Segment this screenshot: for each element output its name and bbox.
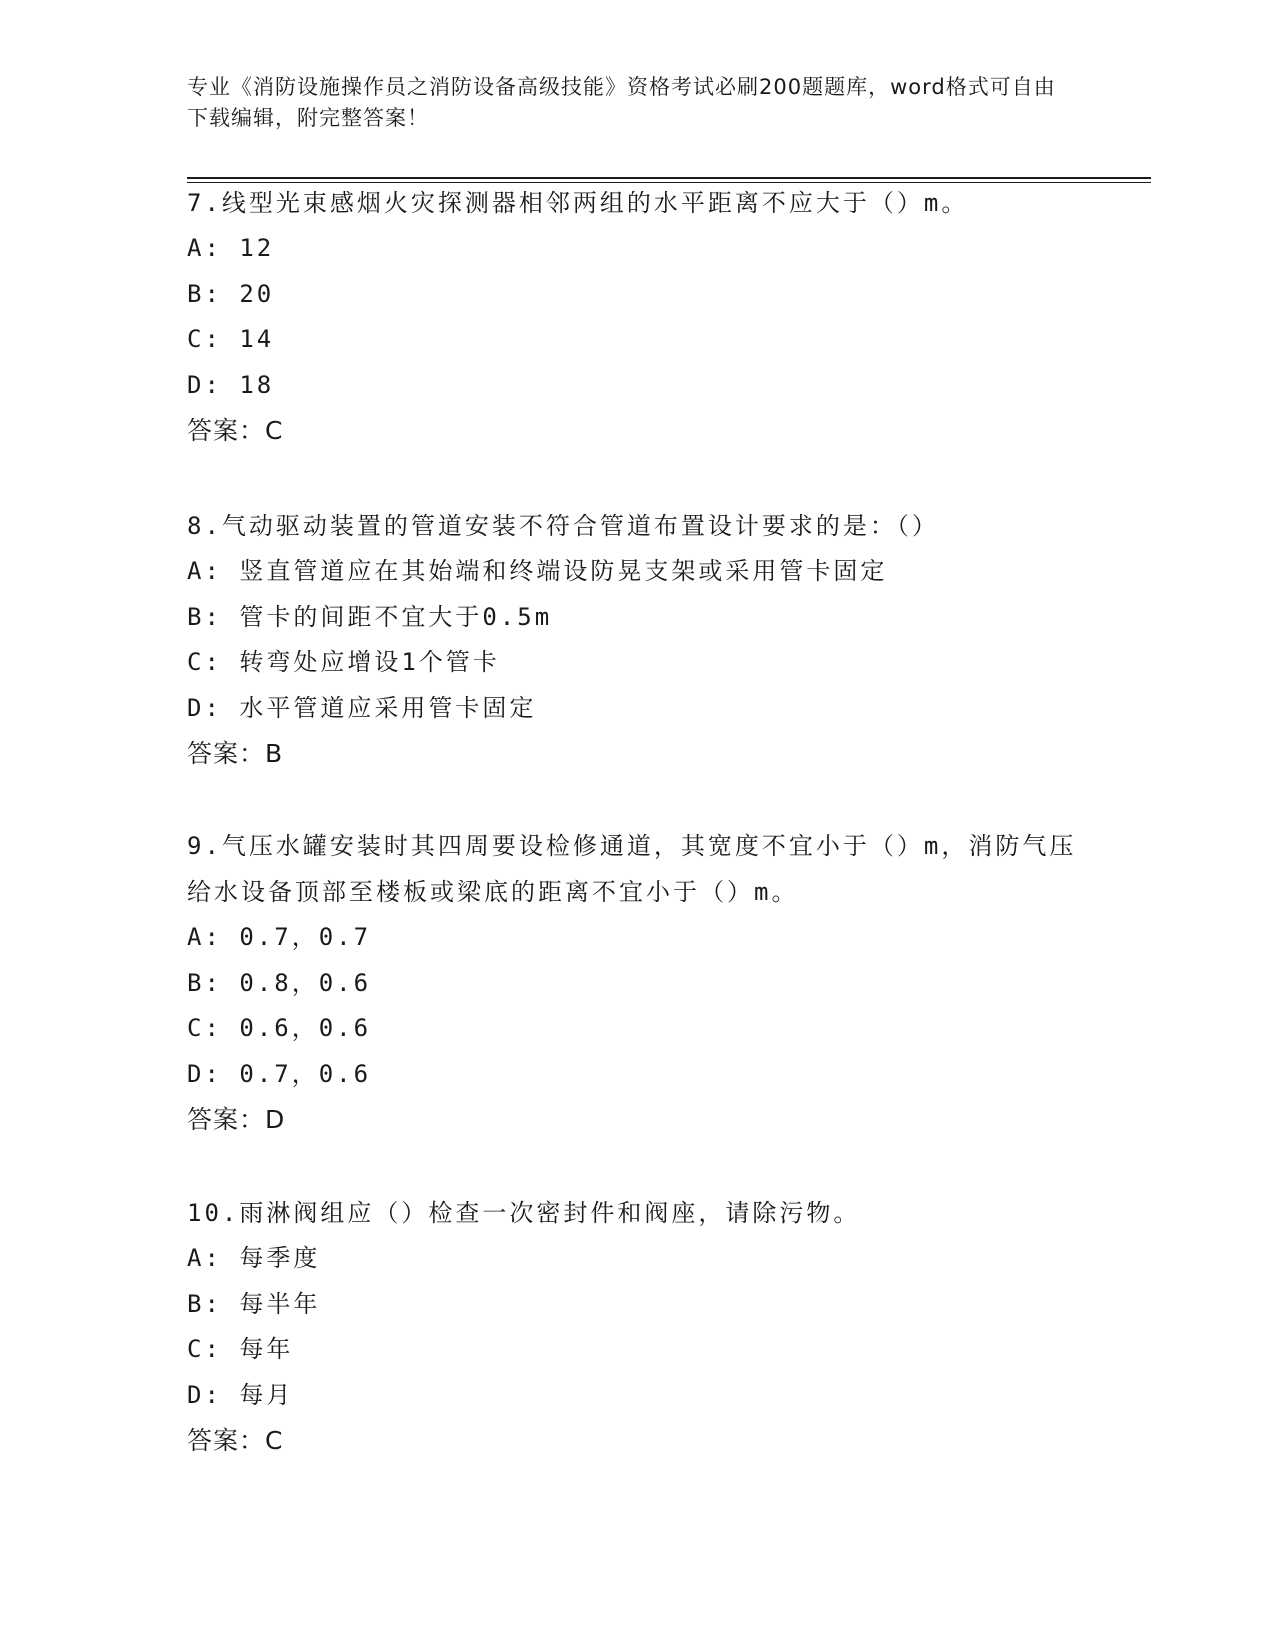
question-stem: 9.气压水罐安装时其四周要设检修通道，其宽度不宜小于（）m，消防气压给水设备顶部至楼板或梁底的距离不宜小于（）m。 <box>187 832 1077 906</box>
option-c: C: 0.6，0.6 <box>187 1014 372 1042</box>
option-a: A: 竖直管道应在其始端和终端设防晃支架或采用管卡固定 <box>187 557 888 585</box>
answer-label: 答案：B <box>187 739 284 768</box>
option-c: C: 每年 <box>187 1335 294 1363</box>
question-10 <box>187 1190 1087 1464</box>
question-stem: 8.气动驱动装置的管道安装不符合管道布置设计要求的是：（） <box>187 512 939 540</box>
question-stem: 7.线型光束感烟火灾探测器相邻两组的水平距离不应大于（）m。 <box>187 189 969 217</box>
option-a: A: 12 <box>187 234 275 262</box>
option-a: A: 每季度 <box>187 1244 321 1272</box>
option-d: D: 每月 <box>187 1380 294 1409</box>
option-b: B: 0.8，0.6 <box>187 968 372 997</box>
question-8 <box>187 503 1087 777</box>
answer-label: 答案：C <box>187 416 284 445</box>
option-a: A: 0.7，0.7 <box>187 923 372 951</box>
option-c: C: 转弯处应增设1个管卡 <box>187 648 500 676</box>
question-9 <box>187 823 1087 1143</box>
option-b: B: 每半年 <box>187 1289 321 1318</box>
answer-label: 答案：D <box>187 1105 286 1134</box>
header-divider-thick <box>187 177 1151 179</box>
document-header: 专业《消防设施操作员之消防设备高级技能》资格考试必刷200题题库，word格式可自由下载编辑，附完整答案！ <box>187 75 1056 130</box>
question-7 <box>187 180 1087 454</box>
answer-label: 答案：C <box>187 1426 284 1455</box>
option-c: C: 14 <box>187 325 275 353</box>
option-d: D: 0.7，0.6 <box>187 1059 372 1088</box>
option-d: D: 水平管道应采用管卡固定 <box>187 693 537 722</box>
question-stem: 10.雨淋阀组应（）检查一次密封件和阀座，请除污物。 <box>187 1199 861 1227</box>
option-b: B: 20 <box>187 279 275 308</box>
option-b: B: 管卡的间距不宜大于0.5m <box>187 602 553 631</box>
option-d: D: 18 <box>187 370 275 399</box>
